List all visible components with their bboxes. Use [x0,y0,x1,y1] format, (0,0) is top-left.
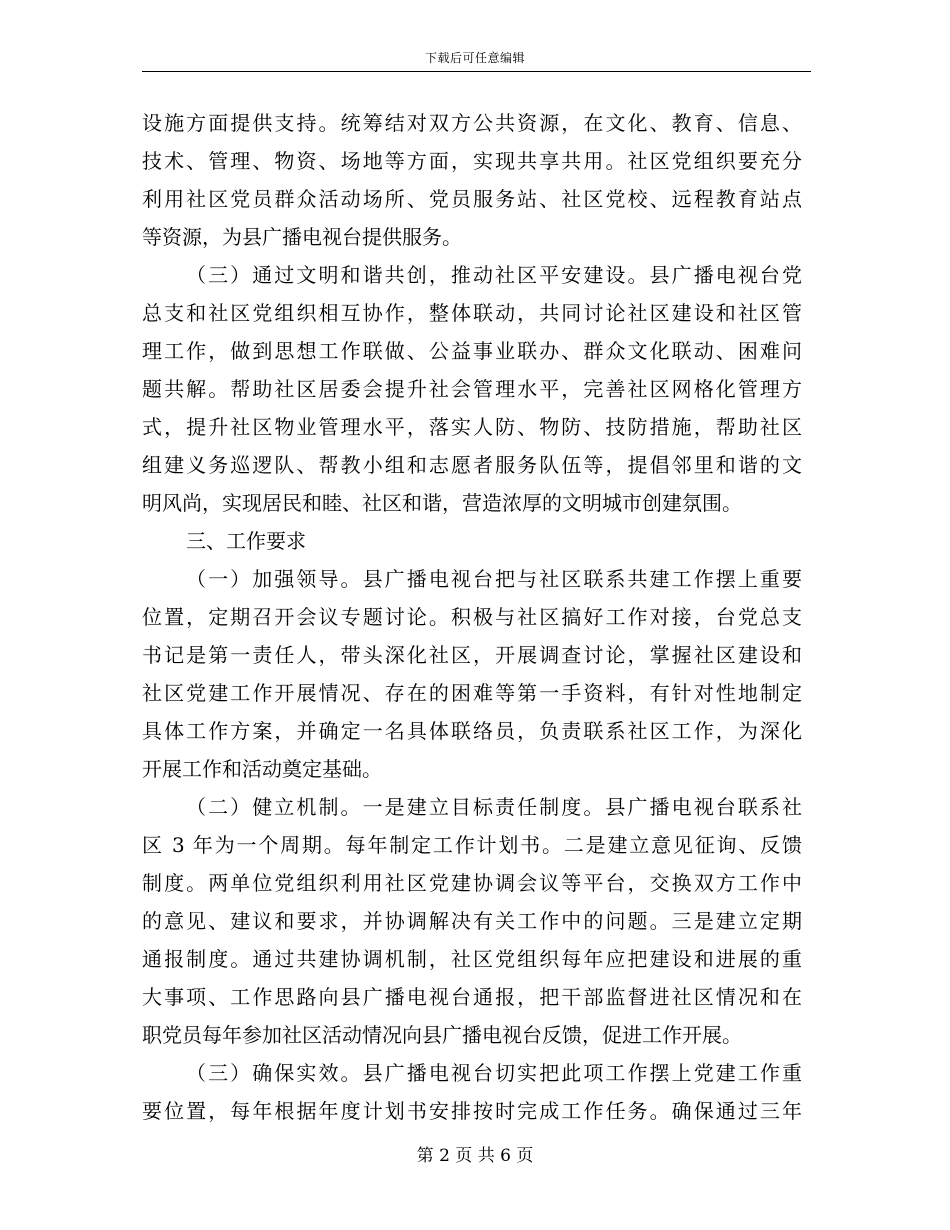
text-line: 技术、管理、物资、场地等方面，实现共享共用。社区党组织要充分 [142,149,802,173]
text-line: 利用社区党员群众活动场所、党员服务站、社区党校、远程教育站点 [142,187,802,211]
text-line: 开展工作和活动奠定基础。 [142,757,382,781]
text-line: 位置，定期召开会议专题讨论。积极与社区搞好工作对接，台党总支 [142,605,802,629]
text-line: 职党员每年参加社区活动情况向县广播电视台反馈，促进工作开展。 [142,1023,742,1047]
text-line: 书记是第一责任人，带头深化社区，开展调查讨论，掌握社区建设和 [142,643,802,667]
text-line: 明风尚，实现居民和睦、社区和谐，营造浓厚的文明城市创建氛围。 [142,491,742,515]
text-line: （三）通过文明和谐共创，推动社区平安建设。县广播电视台党 [186,263,802,287]
text-line: 制度。两单位党组织利用社区党建协调会议等平台，交换双方工作中 [142,871,802,895]
text-line: 题共解。帮助社区居委会提升社会管理水平，完善社区网格化管理方 [142,377,802,401]
text-line: 大事项、工作思路向县广播电视台通报，把干部监督进社区情况和在 [142,985,802,1009]
text-line: 设施方面提供支持。统筹结对双方公共资源，在文化、教育、信息、 [142,111,802,135]
text-line: 等资源，为县广播电视台提供服务。 [142,225,462,249]
text-line: 通报制度。通过共建协调机制，社区党组织每年应把建设和进展的重 [142,947,802,971]
header-divider [142,71,811,72]
text-line: 组建义务巡逻队、帮教小组和志愿者服务队伍等，提倡邻里和谐的文 [142,453,802,477]
text-line: 区 3 年为一个周期。每年制定工作计划书。二是建立意见征询、反馈 [142,833,802,857]
text-line: 要位置，每年根据年度计划书安排按时完成工作任务。确保通过三年 [142,1099,802,1123]
page-number: 第 2 页 共 6 页 [416,1146,534,1166]
text-line: 具体工作方案，并确定一名具体联络员，负责联系社区工作，为深化 [142,719,802,743]
text-line: （二）健立机制。一是建立目标责任制度。县广播电视台联系社 [186,795,802,819]
text-line: 的意见、建议和要求，并协调解决有关工作中的问题。三是建立定期 [142,909,802,933]
text-line: 式，提升社区物业管理水平，落实人防、物防、技防措施，帮助社区 [142,415,802,439]
document-body [142,104,802,1130]
page-header: 下载后可任意编辑 [424,51,525,65]
text-line: （一）加强领导。县广播电视台把与社区联系共建工作摆上重要 [186,567,802,591]
text-line: 三、工作要求 [186,529,306,553]
text-line: 总支和社区党组织相互协作，整体联动，共同讨论社区建设和社区管 [142,301,802,325]
text-line: 理工作，做到思想工作联做、公益事业联办、群众文化联动、困难问 [142,339,802,363]
text-line: 社区党建工作开展情况、存在的困难等第一手资料，有针对性地制定 [142,681,802,705]
text-line: （三）确保实效。县广播电视台切实把此项工作摆上党建工作重 [186,1061,802,1085]
